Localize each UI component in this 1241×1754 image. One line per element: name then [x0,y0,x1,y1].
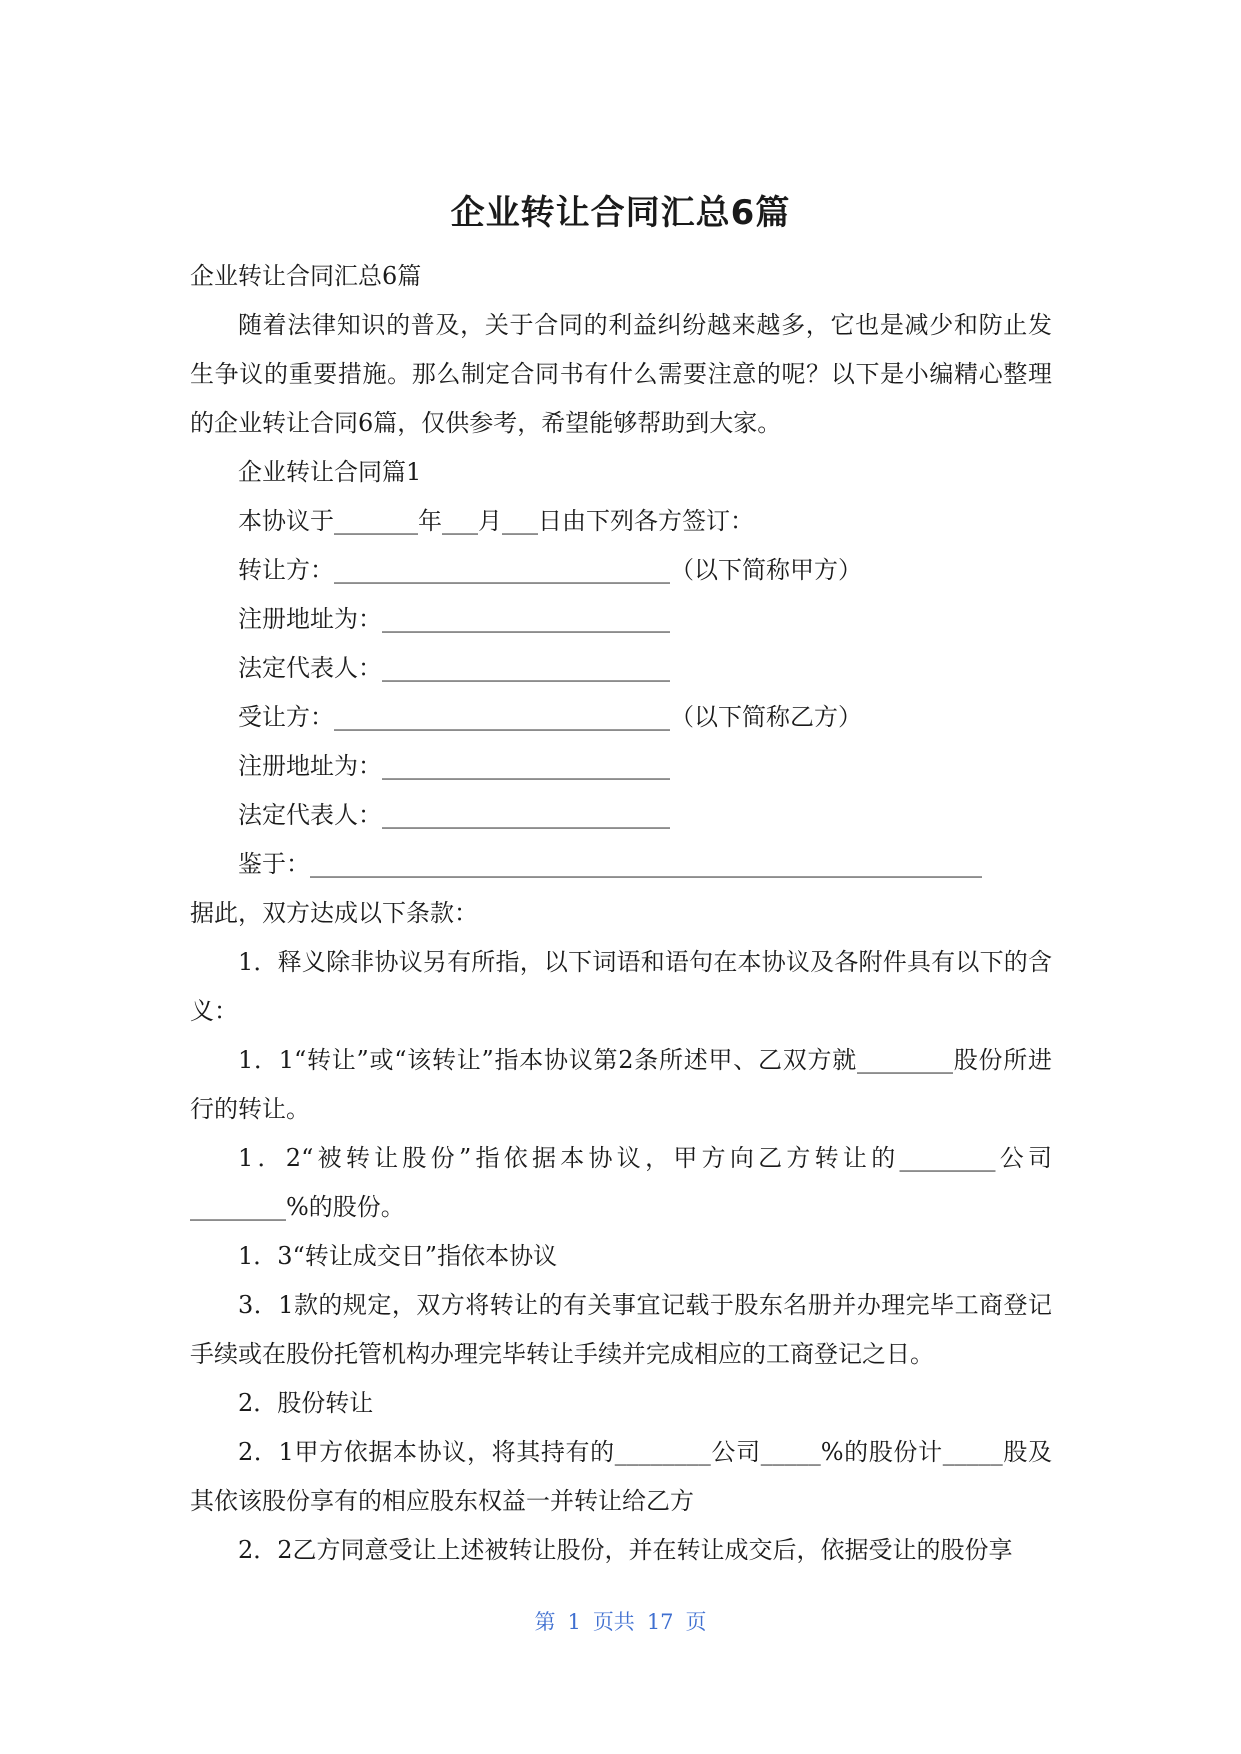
footer-current-page: 1 [567,1610,581,1634]
paragraph-intro: 随着法律知识的普及，关于合同的利益纠纷越来越多，它也是减少和防止发生争议的重要措施。那么制定合同书有什么需要注意的呢？以下是小编精心整理的企业转让合同6篇，仅供参考，希望能够帮助到大家。 [190,311,1052,437]
paragraph-signing-date: 本协议于_______年___月___日由下列各方签订： [238,507,754,535]
footer-total-pages: 17 [646,1610,674,1634]
paragraph-clause-2-1: 2．1甲方依据本协议，将其持有的________公司_____%的股份计_____股及其依该股份享有的相应股东权益一并转让给乙方 [190,1438,1052,1515]
page-footer [0,1606,1241,1636]
paragraph-transferee: 受让方：____________________________（以下简称乙方） [238,703,862,731]
paragraph-clause-1-3: 1．3“转让成交日”指依本协议 [238,1242,558,1270]
paragraph-clause-1-1: 1．1“转让”或“该转让”指本协议第2条所述甲、乙双方就________股份所进行的转让。 [190,1046,1052,1123]
paragraph-transferor-representative: 法定代表人：________________________ [238,654,670,682]
paragraph-transferor-address: 注册地址为：________________________ [238,605,670,633]
paragraph-subtitle: 企业转让合同汇总6篇 [190,262,422,290]
paragraph-clause-1: 1．释义除非协议另有所指，以下词语和语句在本协议及各附件具有以下的含义： [190,948,1052,1025]
document-title: 企业转让合同汇总6篇 [450,193,791,233]
footer-prefix: 第 [534,1610,556,1634]
paragraph-transferee-representative: 法定代表人：________________________ [238,801,670,829]
paragraph-agreement: 据此，双方达成以下条款： [190,899,478,927]
paragraph-clause-1-2: 1．2“被转让股份”指依据本协议，甲方向乙方转让的________公司________%的股份。 [190,1144,1052,1221]
paragraph-whereas: 鉴于：________________________________________________________ [238,850,982,878]
document-body [190,252,1052,1575]
paragraph-clause-2: 2．股份转让 [238,1389,374,1417]
paragraph-clause-2-2: 2．2乙方同意受让上述被转让股份，并在转让成交后，依据受让的股份享 [238,1536,1013,1564]
paragraph-transferee-address: 注册地址为：________________________ [238,752,670,780]
paragraph-contract-heading: 企业转让合同篇1 [238,458,422,486]
paragraph-transferor: 转让方：____________________________（以下简称甲方） [238,556,862,584]
footer-suffix: 页 [685,1610,707,1634]
paragraph-clause-3-1: 3．1款的规定，双方将转让的有关事宜记载于股东名册并办理完毕工商登记手续或在股份托管机构办理完毕转让手续并完成相应的工商登记之日。 [190,1291,1052,1368]
footer-middle: 页共 [592,1610,635,1634]
